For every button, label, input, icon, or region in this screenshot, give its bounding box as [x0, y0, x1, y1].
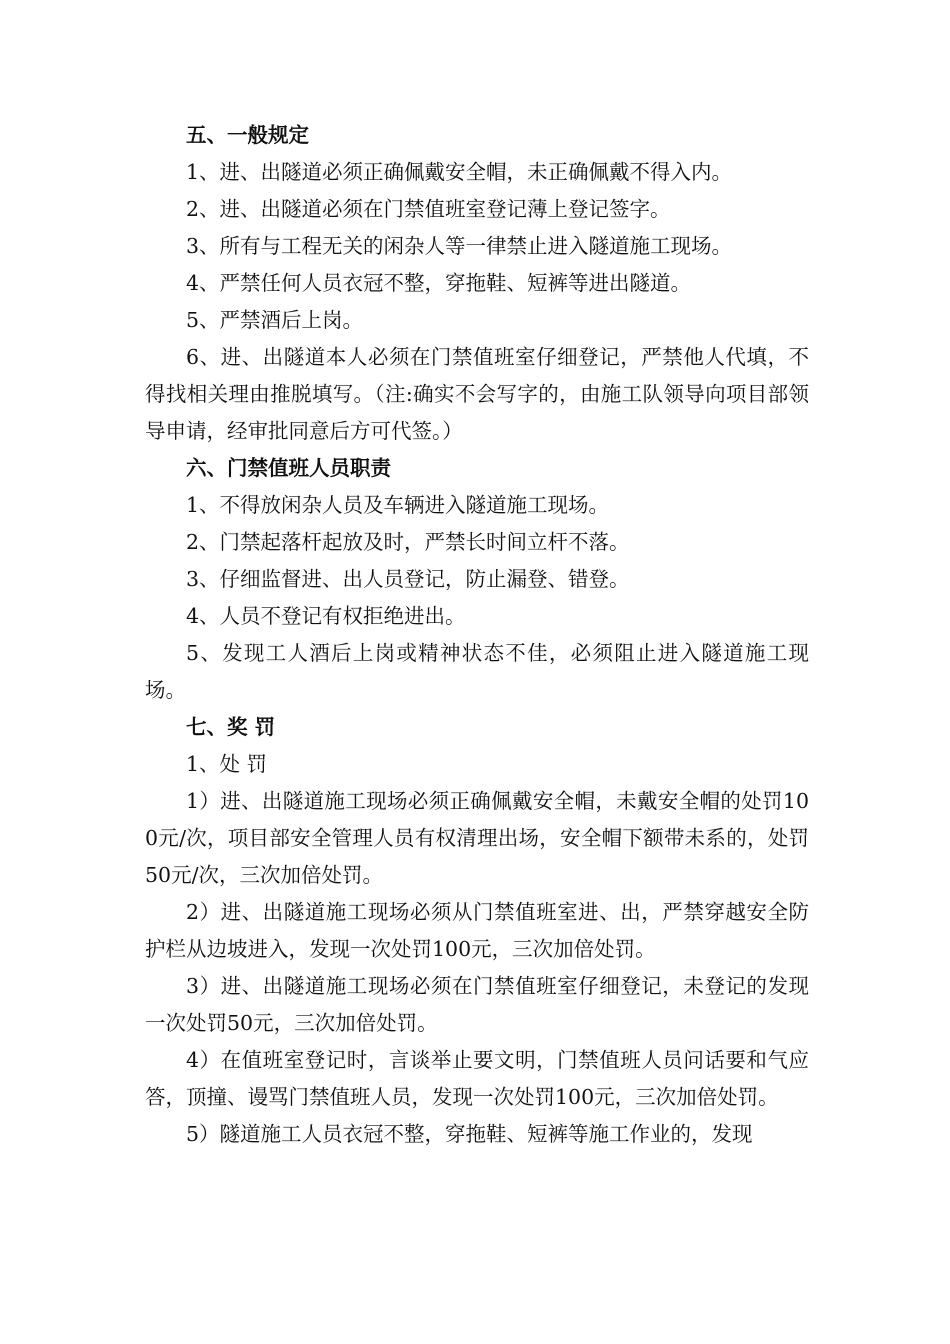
duty-item: 5、发现工人酒后上岗或精神状态不佳，必须阻止进入隧道施工现场。 — [145, 641, 809, 702]
section-rewards-penalties — [145, 709, 809, 1153]
section-heading: 六、门禁值班人员职责 — [186, 456, 391, 480]
penalty-item: 1）进、出隧道施工现场必须正确佩戴安全帽，未戴安全帽的处罚100元/次，项目部安全管理人员有权清理出场，安全帽下额带未系的，处罚50元/次，三次加倍处罚。 — [145, 789, 809, 887]
rule-item: 5、严禁酒后上岗。 — [186, 308, 364, 332]
section-heading: 五、一般规定 — [186, 123, 309, 147]
document-page — [145, 117, 809, 1153]
rule-item: 2、进、出隧道必须在门禁值班室登记薄上登记签字。 — [186, 197, 671, 221]
duty-item: 2、门禁起落杆起放及时，严禁长时间立杆不落。 — [186, 530, 630, 554]
section-heading: 七、奖 罚 — [186, 715, 276, 739]
penalty-item: 3）进、出隧道施工现场必须在门禁值班室仔细登记，未登记的发现一次处罚50元，三次加倍处罚。 — [145, 974, 809, 1035]
penalty-item: 5）隧道施工人员衣冠不整，穿拖鞋、短裤等施工作业的，发现 — [186, 1122, 753, 1146]
duty-item: 3、仔细监督进、出人员登记，防止漏登、错登。 — [186, 567, 630, 591]
duty-item: 4、人员不登记有权拒绝进出。 — [186, 604, 466, 628]
rule-item: 6、进、出隧道本人必须在门禁值班室仔细登记，严禁他人代填，不得找相关理由推脱填写。（注:确实不会写字的，由施工队领导向项目部领导申请，经审批同意后方可代签。） — [145, 345, 809, 443]
section-general-rules — [145, 117, 809, 450]
penalty-item: 4）在值班室登记时，言谈举止要文明，门禁值班人员问话要和气应答，顶撞、谩骂门禁值班人员，发现一次处罚100元，三次加倍处罚。 — [145, 1048, 809, 1109]
penalty-subheading: 1、处 罚 — [186, 752, 268, 776]
rule-item: 1、进、出隧道必须正确佩戴安全帽，未正确佩戴不得入内。 — [186, 160, 733, 184]
rule-item: 3、所有与工程无关的闲杂人等一律禁止进入隧道施工现场。 — [186, 234, 733, 258]
section-guard-duties — [145, 450, 809, 709]
rule-item: 4、严禁任何人员衣冠不整，穿拖鞋、短裤等进出隧道。 — [186, 271, 692, 295]
duty-item: 1、不得放闲杂人员及车辆进入隧道施工现场。 — [186, 493, 610, 517]
penalty-item: 2）进、出隧道施工现场必须从门禁值班室进、出，严禁穿越安全防护栏从边坡进入，发现一次处罚100元，三次加倍处罚。 — [145, 900, 809, 961]
